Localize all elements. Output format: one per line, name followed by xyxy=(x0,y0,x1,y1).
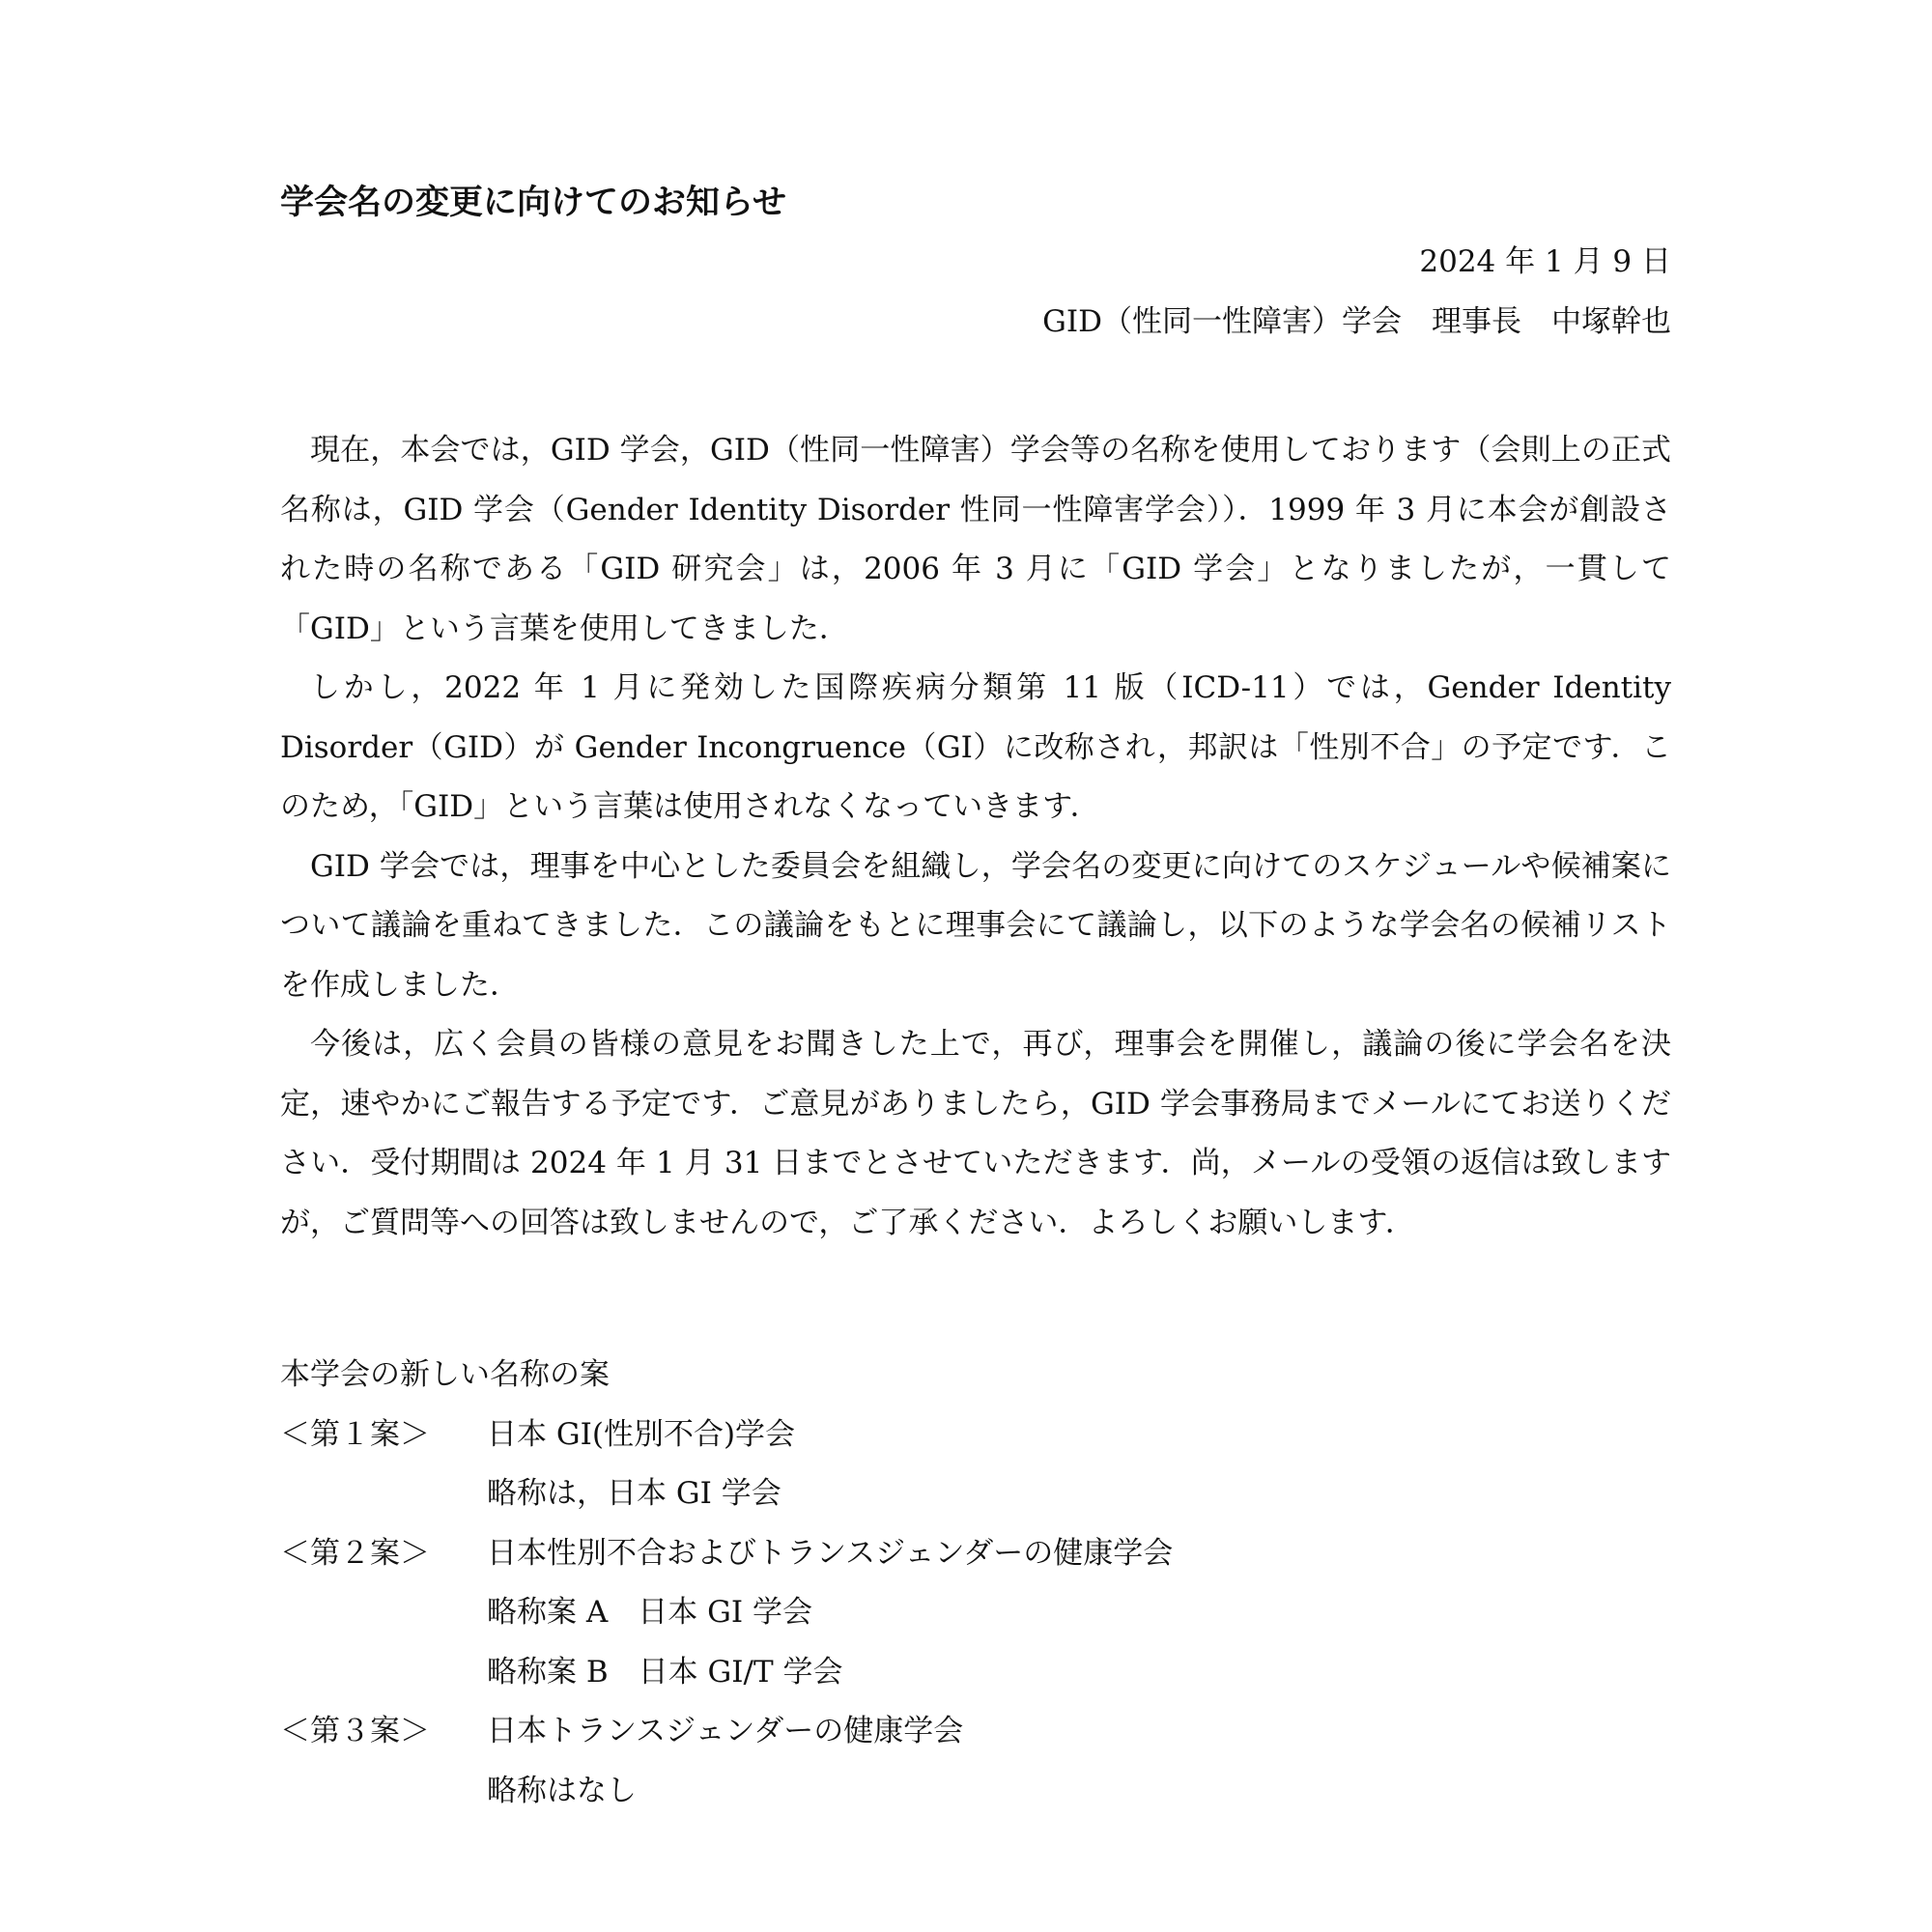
proposal-name: 日本 GI(性別不合)学会 xyxy=(487,1416,796,1452)
proposal-label: ＜第２案＞ xyxy=(280,1535,430,1571)
proposal-1 xyxy=(280,1406,1671,1524)
proposal-label: ＜第１案＞ xyxy=(280,1416,430,1452)
proposal-details xyxy=(487,1702,1671,1821)
body-paragraph: しかし，2022 年 1 月に発効した国際疾病分類第 11 版（ICD-11）では，Gender Identity Disorder（GID）が Gender Incongruence（GI）に改称され，邦訳は「性別不合」の予定です．このため，「GID」という言葉は使用されなくなっていきます． xyxy=(280,670,1671,824)
proposal-abbreviation: 略称案 A 日本 GI 学会 xyxy=(487,1595,812,1630)
body-paragraph: 現在，本会では，GID 学会，GID（性同一性障害）学会等の名称を使用しております（会則上の正式名称は，GID 学会（Gender Identity Disorder 性同一性障害学会））．1999 年 3 月に本会が創設された時の名称である「GID 研究会」は，2006 年 3 月に「GID 学会」となりましたが，一貫して「GID」という言葉を使用してきました． xyxy=(280,433,1672,646)
proposal-3 xyxy=(280,1702,1671,1821)
proposal-details xyxy=(487,1406,1671,1524)
body-paragraph: 今後は，広く会員の皆様の意見をお聞きした上で，再び，理事会を開催し，議論の後に学会名を決定，速やかにご報告する予定です．ご意見がありましたら，GID 学会事務局までメールにてお送りください．受付期間は 2024 年 1 月 31 日までとさせていただきます．尚，メールの受領の返信は致しますが，ご質問等への回答は致しませんので，ご了承ください．よろしくお願いします． xyxy=(280,1027,1671,1240)
document-body xyxy=(280,421,1671,1253)
proposal-2 xyxy=(280,1524,1671,1703)
document-date: 2024 年 1 月 9 日 xyxy=(1419,244,1671,279)
document-author: GID（性同一性障害）学会 理事長 中塚幹也 xyxy=(1042,304,1671,339)
document-page xyxy=(280,174,1671,1821)
proposal-name: 日本トランスジェンダーの健康学会 xyxy=(487,1714,964,1748)
proposal-abbreviation: 略称はなし xyxy=(487,1773,637,1808)
proposal-abbreviation: 略称は，日本 GI 学会 xyxy=(487,1476,781,1511)
proposal-abbreviation: 略称案 B 日本 GI/T 学会 xyxy=(487,1654,843,1690)
body-paragraph: GID 学会では，理事を中心とした委員会を組織し，学会名の変更に向けてのスケジュールや候補案について議論を重ねてきました．この議論をもとに理事会にて議論し，以下のような学会名の候補リストを作成しました． xyxy=(280,848,1671,1003)
proposal-details xyxy=(487,1524,1671,1703)
proposal-name: 日本性別不合およびトランスジェンダーの健康学会 xyxy=(487,1535,1174,1571)
document-meta xyxy=(280,232,1671,352)
proposals-section xyxy=(280,1346,1671,1821)
document-title: 学会名の変更に向けてのお知らせ xyxy=(280,184,786,222)
proposal-label: ＜第３案＞ xyxy=(280,1714,430,1748)
proposals-heading: 本学会の新しい名称の案 xyxy=(280,1357,610,1392)
